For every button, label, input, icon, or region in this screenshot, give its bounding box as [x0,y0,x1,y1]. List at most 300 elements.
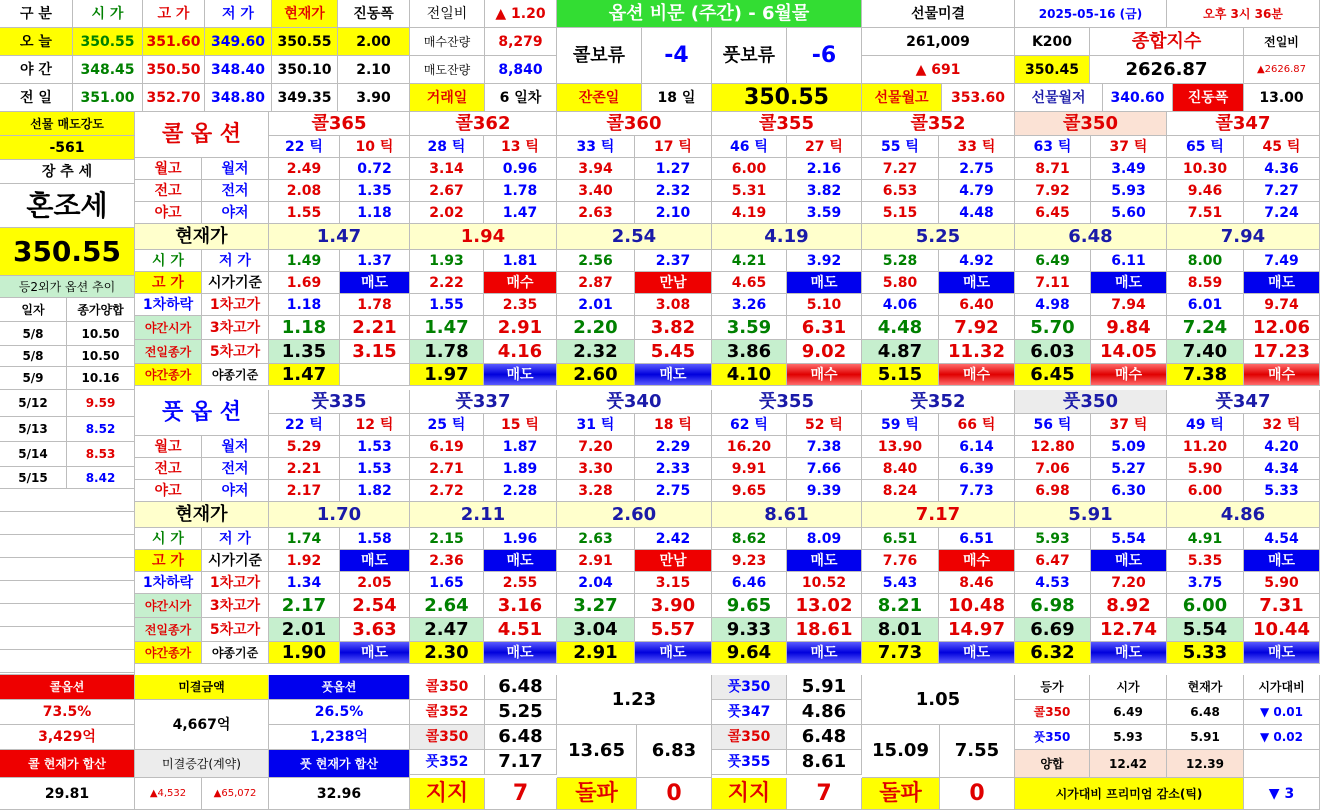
value-ph: 9.91 [712,458,787,480]
open-interest-amount: 4,667억 [135,700,269,750]
value-night-close: 5.15 [862,364,939,386]
hist-date: 5/9 [0,367,67,390]
row-label: 전 일 [0,84,73,112]
tick-count-2: 10 틱 [340,136,410,158]
row-value: 349.35 [272,84,338,112]
value-h5: 18.61 [787,618,862,642]
value-h5: 12.74 [1091,618,1167,642]
label-prev-close: 전일종가 [135,618,202,642]
value-prev-close: 1.35 [269,340,340,364]
eq-open: 5.93 [1090,725,1167,750]
value-nl: 2.10 [635,202,712,224]
value-open: 4.21 [712,250,787,272]
support-label: 지지 [410,778,485,810]
value-h5: 4.51 [484,618,557,642]
value-night-close: 9.64 [712,642,787,664]
value-ph: 3.30 [557,458,635,480]
put-section-title: 풋 옵 션 [135,390,269,436]
tick-count-2: 15 틱 [484,414,557,436]
value-night-open: 6.98 [1015,594,1091,618]
empty-cell [0,558,135,581]
value-night-close: 6.32 [1015,642,1091,664]
empty-cell [1244,750,1320,778]
composite-label: 종합지수 [1090,28,1244,56]
value-ph: 2.67 [410,180,484,202]
value-night-close: 7.73 [862,642,939,664]
pair-value: 7.17 [485,750,557,775]
signal-badge: 매도 [484,550,557,572]
label-high: 고 가 [135,550,202,572]
value-nl: 5.33 [1244,480,1320,502]
value-d1low: 5.43 [862,572,939,594]
value-nh: 2.72 [410,480,484,502]
value-open: 2.63 [557,528,635,550]
row-value: 350.50 [143,56,205,84]
value-mh: 11.20 [1167,436,1244,458]
composite-cmp: ▲2626.87 [1244,56,1320,84]
value-nl: 3.59 [787,202,862,224]
value-d1low: 2.01 [557,294,635,316]
value-night-close: 1.47 [269,364,340,386]
tick-count-2: 45 틱 [1244,136,1320,158]
k200-value: 350.45 [1015,56,1090,84]
current-price: 4.19 [712,224,862,250]
futures-vib-label: 진동폭 [1173,84,1244,112]
pair-name: 풋355 [712,750,787,775]
value-mh: 12.80 [1015,436,1091,458]
put-hold: -6 [787,28,862,84]
value-d1low: 1.55 [410,294,484,316]
value-nl: 4.48 [939,202,1015,224]
value-night-close: 6.45 [1015,364,1091,386]
value-high: 9.23 [712,550,787,572]
value-low: 6.51 [939,528,1015,550]
value-open: 8.00 [1167,250,1244,272]
put-sum: 32.96 [269,778,410,810]
label-mlow: 월저 [202,436,269,458]
tick-count-2: 37 틱 [1091,136,1167,158]
call-pct: 73.5% [0,700,135,725]
value-low: 2.42 [635,528,712,550]
value-ml: 6.14 [939,436,1015,458]
value-nl: 1.18 [340,202,410,224]
tick-count-1: 62 틱 [712,414,787,436]
trend-value: 혼조세 [0,184,135,228]
eq-head: 등가 [1015,675,1090,700]
eq-current: 5.91 [1167,725,1244,750]
value-ml: 0.96 [484,158,557,180]
put-strike-name: 풋347 [1167,390,1320,414]
futures-month-low: 340.60 [1103,84,1173,112]
night-signal-badge: 매도 [939,642,1015,664]
value-h3: 6.31 [787,316,862,340]
value-h5: 3.63 [340,618,410,642]
signal-badge: 매수 [939,550,1015,572]
row-value: 350.10 [272,56,338,84]
call-amount: 3,429억 [0,725,135,750]
support-value-2: 7 [787,778,862,810]
open-interest-label: 미결금액 [135,675,269,700]
value-pl: 2.32 [635,180,712,202]
value-pl: 3.82 [787,180,862,202]
premium-label: 시가대비 프리미엄 감소(틱) [1015,778,1244,810]
value-d1low: 1.18 [269,294,340,316]
label-nhigh: 야고 [135,480,202,502]
hist-date: 5/14 [0,442,67,467]
night-signal-badge: 매수 [1091,364,1167,386]
call-diff: 1.23 [557,675,712,725]
call-hold-label: 콜보류 [557,28,642,84]
value-prev-close: 4.87 [862,340,939,364]
value-nl: 7.73 [939,480,1015,502]
value-low: 5.54 [1091,528,1167,550]
value-mh: 13.90 [862,436,939,458]
label-mhigh: 월고 [135,158,202,180]
trend-label: 장 추 세 [0,160,135,184]
call-sum-label: 콜 현재가 합산 [0,750,135,778]
pair-value: 6.48 [787,725,862,750]
current-price: 5.25 [862,224,1015,250]
value-ph: 9.46 [1167,180,1244,202]
value-night-open: 2.64 [410,594,484,618]
call-b1: 13.65 [557,725,637,778]
value-mh: 7.27 [862,158,939,180]
value-mh: 2.49 [269,158,340,180]
value-h3: 3.16 [484,594,557,618]
night-signal-badge: 매도 [635,364,712,386]
buy-remain-label: 매수잔량 [410,28,485,56]
value-open: 4.91 [1167,528,1244,550]
value-mh: 5.29 [269,436,340,458]
value-nl: 1.47 [484,202,557,224]
value-low: 2.37 [635,250,712,272]
value-ph: 8.40 [862,458,939,480]
value-night-open: 6.00 [1167,594,1244,618]
label-open: 시 가 [135,528,202,550]
value-mh: 3.94 [557,158,635,180]
hist-head-date: 일자 [0,298,67,322]
value-h3: 2.54 [340,594,410,618]
row-value: 349.60 [205,28,272,56]
tick-count-2: 27 틱 [787,136,862,158]
night-signal-badge: 매수 [1244,364,1320,386]
pair-value: 6.48 [485,675,557,700]
night-signal-badge: 매도 [484,642,557,664]
header-open: 시 가 [73,0,143,28]
value-ml: 0.72 [340,158,410,180]
night-signal-badge: 매도 [787,642,862,664]
k200-label: K200 [1015,28,1090,56]
value-pl: 1.53 [340,458,410,480]
value-prev-close: 5.54 [1167,618,1244,642]
date-display: 2025-05-16 (금) [1015,0,1167,28]
signal-badge: 매도 [340,550,410,572]
sell-strength-label: 선물 매도강도 [0,112,135,136]
value-nh: 2.02 [410,202,484,224]
value-open: 8.62 [712,528,787,550]
put-b2: 7.55 [940,725,1015,778]
value-prev-close: 9.33 [712,618,787,642]
empty-cell [0,604,135,627]
hist-date: 5/8 [0,322,67,346]
hist-date: 5/13 [0,417,67,442]
label-open-base: 시가기준 [202,272,269,294]
pair-value: 4.86 [787,700,862,725]
value-h1: 1.78 [340,294,410,316]
label-nlow: 야저 [202,480,269,502]
futures-open-change: ▲ 691 [862,56,1015,84]
value-h1: 10.52 [787,572,862,594]
signal-badge: 매수 [484,272,557,294]
call-strike-name: 콜362 [410,112,557,136]
night-signal-badge: 매도 [635,642,712,664]
value-d1low: 6.46 [712,572,787,594]
tick-count-2: 32 틱 [1244,414,1320,436]
put-hold-label: 풋보류 [712,28,787,84]
value-mh: 10.30 [1167,158,1244,180]
sell-remain-label: 매도잔량 [410,56,485,84]
value-nh: 2.63 [557,202,635,224]
futures-price: 350.55 [0,228,135,276]
value-night-close: 4.10 [712,364,787,386]
hist-sum: 9.59 [67,390,135,417]
header-high: 고 가 [143,0,205,28]
value-open: 5.28 [862,250,939,272]
row-label: 야 간 [0,56,73,84]
row-value: 351.60 [143,28,205,56]
value-nh: 6.98 [1015,480,1091,502]
value-ml: 1.27 [635,158,712,180]
value-h3: 7.92 [939,316,1015,340]
value-nh: 6.00 [1167,480,1244,502]
value-low: 8.09 [787,528,862,550]
support-label-2: 지지 [712,778,787,810]
value-nh: 3.28 [557,480,635,502]
value-prev-close: 6.03 [1015,340,1091,364]
value-low: 4.92 [939,250,1015,272]
value-prev-close: 2.47 [410,618,484,642]
trade-day-label: 거래일 [410,84,485,112]
value-h1: 7.20 [1091,572,1167,594]
value-h1: 8.46 [939,572,1015,594]
value-ml: 1.87 [484,436,557,458]
value-open: 1.93 [410,250,484,272]
value-ml: 5.09 [1091,436,1167,458]
value-nl: 1.82 [340,480,410,502]
eq-diff: ▼ 0.02 [1244,725,1320,750]
value-pl: 1.35 [340,180,410,202]
value-nh: 4.19 [712,202,787,224]
header-gubun: 구 분 [0,0,73,28]
remain-day-label: 잔존일 [557,84,642,112]
value-d1low: 3.26 [712,294,787,316]
value-nl: 5.60 [1091,202,1167,224]
value-nh: 7.51 [1167,202,1244,224]
trend2-label: 등2외가 옵션 추이 [0,276,135,298]
empty-cell [0,581,135,604]
value-mh: 8.71 [1015,158,1091,180]
tick-count-1: 22 틱 [269,414,340,436]
value-h3: 2.91 [484,316,557,340]
hist-sum: 10.16 [67,367,135,390]
eq-name: 콜350 [1015,700,1090,725]
night-signal-badge: 매수 [787,364,862,386]
value-night-open: 1.18 [269,316,340,340]
tick-count-2: 13 틱 [484,136,557,158]
value-high: 2.22 [410,272,484,294]
label-open-base: 시가기준 [202,550,269,572]
value-high: 4.65 [712,272,787,294]
row-value: 351.00 [73,84,143,112]
label-low: 저 가 [202,250,269,272]
value-d1low: 4.53 [1015,572,1091,594]
sum-label: 양합 [1015,750,1090,778]
value-h1: 3.08 [635,294,712,316]
pair-value: 5.25 [485,700,557,725]
value-open: 1.74 [269,528,340,550]
value-pl: 7.27 [1244,180,1320,202]
value-h5: 11.32 [939,340,1015,364]
value-ph: 2.71 [410,458,484,480]
value-h1: 5.10 [787,294,862,316]
sum-open: 12.42 [1090,750,1167,778]
label-open: 시 가 [135,250,202,272]
value-h1: 2.55 [484,572,557,594]
value-ph: 7.06 [1015,458,1091,480]
value-nh: 6.45 [1015,202,1091,224]
value-ml: 2.75 [939,158,1015,180]
current-price: 1.47 [269,224,410,250]
value-high: 7.11 [1015,272,1091,294]
value-ph: 6.53 [862,180,939,202]
label-current: 현재가 [135,224,269,250]
value-low: 1.37 [340,250,410,272]
value-ml: 1.53 [340,436,410,458]
call-option-label: 콜옵션 [0,675,135,700]
value-pl: 5.93 [1091,180,1167,202]
put-strike-name: 풋340 [557,390,712,414]
value-h3: 3.82 [635,316,712,340]
value-nl: 2.75 [635,480,712,502]
signal-badge: 매도 [787,272,862,294]
value-h3: 7.31 [1244,594,1320,618]
label-d1low: 1차하락 [135,572,202,594]
tick-count-2: 37 틱 [1091,414,1167,436]
label-mlow: 월저 [202,158,269,180]
value-h1: 6.40 [939,294,1015,316]
signal-badge: 만남 [635,550,712,572]
value-night-open: 9.65 [712,594,787,618]
label-night-base: 야종기준 [202,642,269,664]
current-price: 7.94 [1167,224,1320,250]
value-night-open: 2.20 [557,316,635,340]
value-pl: 4.34 [1244,458,1320,480]
value-open: 5.93 [1015,528,1091,550]
value-pl: 1.78 [484,180,557,202]
pair-name: 풋350 [712,675,787,700]
label-night-base: 야종기준 [202,364,269,386]
value-night-open: 4.48 [862,316,939,340]
tick-count-1: 31 틱 [557,414,635,436]
value-nl: 2.28 [484,480,557,502]
open-change-label: 미결증감(계약) [135,750,269,778]
sum-current: 12.39 [1167,750,1244,778]
value-high: 2.91 [557,550,635,572]
value-night-open: 2.17 [269,594,340,618]
empty-cell [0,535,135,558]
current-price: 6.48 [1015,224,1167,250]
hist-sum: 10.50 [67,346,135,367]
label-d1low: 1차하락 [135,294,202,316]
night-signal-badge: 매도 [340,642,410,664]
value-mh: 16.20 [712,436,787,458]
sell-remain: 8,840 [485,56,557,84]
tick-count-1: 28 틱 [410,136,484,158]
row-value: 3.90 [338,84,410,112]
tick-count-1: 46 틱 [712,136,787,158]
value-h1: 7.94 [1091,294,1167,316]
signal-badge: 매도 [1244,550,1320,572]
value-night-close: 1.90 [269,642,340,664]
tick-count-1: 65 틱 [1167,136,1244,158]
value-h5: 17.23 [1244,340,1320,364]
pair-name: 풋352 [410,750,485,775]
hist-sum: 8.53 [67,442,135,467]
empty-cell [0,650,135,673]
value-prev-close: 2.32 [557,340,635,364]
value-prev-close: 1.78 [410,340,484,364]
value-nh: 5.15 [862,202,939,224]
label-low: 저 가 [202,528,269,550]
row-value: 350.55 [73,28,143,56]
pair-name: 콜352 [410,700,485,725]
value-nh: 1.55 [269,202,340,224]
row-value: 352.70 [143,84,205,112]
value-high: 2.87 [557,272,635,294]
hist-sum: 10.50 [67,322,135,346]
current-price: 7.17 [862,502,1015,528]
row-value: 2.00 [338,28,410,56]
header-vibration: 진동폭 [338,0,410,28]
value-nh: 8.24 [862,480,939,502]
eq-diff: ▼ 0.01 [1244,700,1320,725]
eq-current: 6.48 [1167,700,1244,725]
eq-open: 6.49 [1090,700,1167,725]
value-prev-close: 2.01 [269,618,340,642]
tick-count-1: 49 틱 [1167,414,1244,436]
value-ml: 7.38 [787,436,862,458]
night-signal-badge: 매도 [1091,642,1167,664]
put-strike-name: 풋350 [1015,390,1167,414]
signal-badge: 매도 [1244,272,1320,294]
value-low: 1.58 [340,528,410,550]
value-prev-close: 8.01 [862,618,939,642]
tick-count-1: 55 틱 [862,136,939,158]
value-ph: 3.40 [557,180,635,202]
value-high: 1.69 [269,272,340,294]
hist-head-sum: 종가양합 [67,298,135,322]
value-night-open: 8.21 [862,594,939,618]
label-plow: 전저 [202,458,269,480]
header-current: 현재가 [272,0,338,28]
value-pl: 4.79 [939,180,1015,202]
pair-value: 6.48 [485,725,557,750]
value-nl: 7.24 [1244,202,1320,224]
value-ph: 2.08 [269,180,340,202]
value-d1low: 2.04 [557,572,635,594]
value-night-open: 3.27 [557,594,635,618]
hist-date: 5/12 [0,390,67,417]
